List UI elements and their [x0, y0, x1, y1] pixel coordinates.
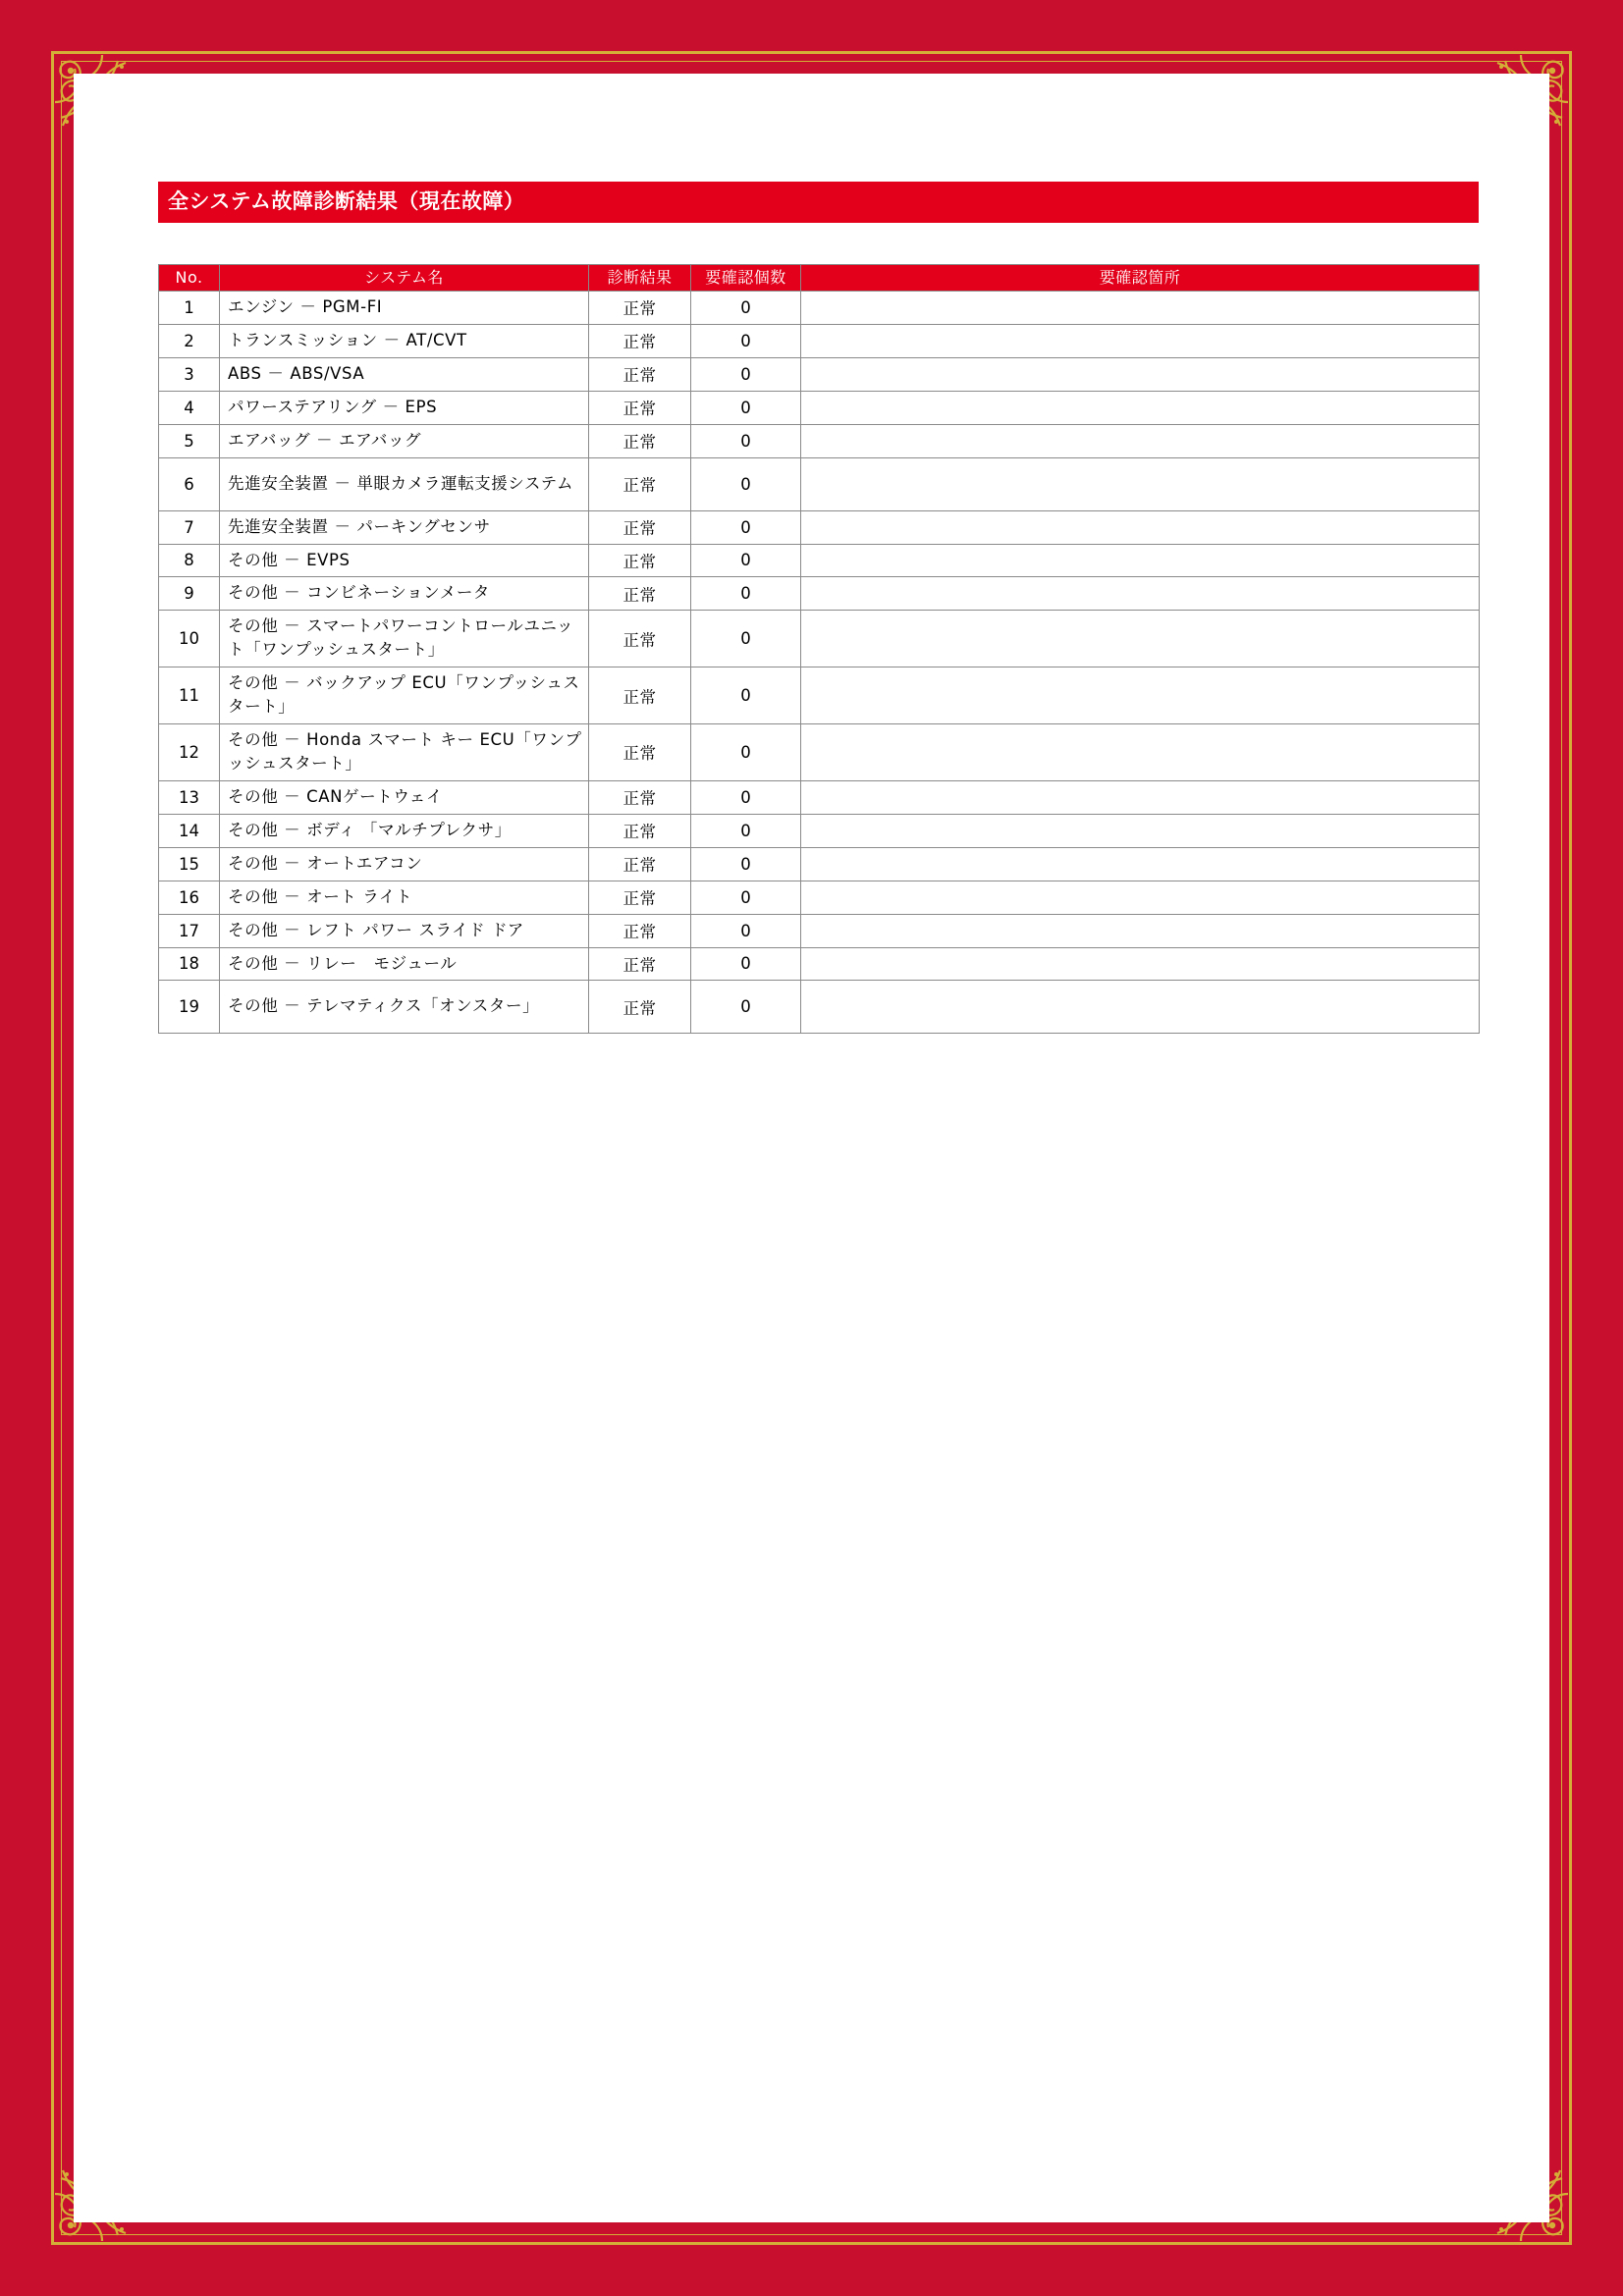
table-row	[159, 724, 1480, 781]
cell-result: 正常	[589, 391, 691, 424]
cell-result: 正常	[589, 981, 691, 1034]
cell-place	[801, 611, 1480, 667]
table-row	[159, 357, 1480, 391]
cell-place	[801, 424, 1480, 457]
cell-no: 2	[159, 324, 220, 357]
cell-result: 正常	[589, 457, 691, 510]
cell-system: その他 － オート ライト	[220, 881, 589, 914]
cell-no: 14	[159, 814, 220, 847]
cell-no: 1	[159, 292, 220, 325]
cell-result: 正常	[589, 611, 691, 667]
cell-count: 0	[691, 424, 801, 457]
table-row	[159, 611, 1480, 667]
cell-system: その他 － Honda スマート キー ECU「ワンプッシュスタート」	[220, 724, 589, 781]
cell-place	[801, 324, 1480, 357]
column-header-result: 診断結果	[589, 265, 691, 292]
cell-place	[801, 881, 1480, 914]
cell-no: 4	[159, 391, 220, 424]
cell-no: 10	[159, 611, 220, 667]
cell-place	[801, 847, 1480, 881]
cell-system: 先進安全装置 － パーキングセンサ	[220, 510, 589, 544]
cell-no: 16	[159, 881, 220, 914]
table-row	[159, 814, 1480, 847]
cell-no: 3	[159, 357, 220, 391]
cell-count: 0	[691, 914, 801, 947]
cell-count: 0	[691, 391, 801, 424]
cell-no: 17	[159, 914, 220, 947]
column-header-system: システム名	[220, 265, 589, 292]
cell-result: 正常	[589, 914, 691, 947]
table-header-row	[159, 265, 1480, 292]
document-content	[158, 182, 1479, 1034]
cell-count: 0	[691, 611, 801, 667]
cell-place	[801, 780, 1480, 814]
cell-system: その他 － EVPS	[220, 544, 589, 577]
table-row	[159, 881, 1480, 914]
table-row	[159, 324, 1480, 357]
cell-place	[801, 981, 1480, 1034]
table-row	[159, 981, 1480, 1034]
cell-system: パワーステアリング － EPS	[220, 391, 589, 424]
cell-result: 正常	[589, 510, 691, 544]
cell-result: 正常	[589, 292, 691, 325]
cell-result: 正常	[589, 324, 691, 357]
table-row	[159, 424, 1480, 457]
cell-no: 6	[159, 457, 220, 510]
cell-no: 8	[159, 544, 220, 577]
table-body	[159, 292, 1480, 1034]
cell-result: 正常	[589, 577, 691, 611]
diagnostic-result-table	[158, 264, 1480, 1034]
cell-result: 正常	[589, 881, 691, 914]
cell-result: 正常	[589, 780, 691, 814]
cell-place	[801, 391, 1480, 424]
cell-no: 19	[159, 981, 220, 1034]
cell-result: 正常	[589, 544, 691, 577]
cell-count: 0	[691, 457, 801, 510]
cell-place	[801, 357, 1480, 391]
cell-system: その他 － コンビネーションメータ	[220, 577, 589, 611]
table-row	[159, 577, 1480, 611]
cell-system: その他 － オートエアコン	[220, 847, 589, 881]
cell-count: 0	[691, 357, 801, 391]
cell-result: 正常	[589, 724, 691, 781]
cell-place	[801, 814, 1480, 847]
column-header-no: No.	[159, 265, 220, 292]
cell-count: 0	[691, 847, 801, 881]
table-row	[159, 847, 1480, 881]
cell-place	[801, 292, 1480, 325]
cell-count: 0	[691, 577, 801, 611]
table-row	[159, 457, 1480, 510]
cell-result: 正常	[589, 847, 691, 881]
cell-result: 正常	[589, 424, 691, 457]
cell-count: 0	[691, 881, 801, 914]
table-row	[159, 667, 1480, 724]
cell-place	[801, 667, 1480, 724]
cell-system: エアバッグ － エアバッグ	[220, 424, 589, 457]
cell-system: 先進安全装置 － 単眼カメラ運転支援システム	[220, 457, 589, 510]
table-row	[159, 780, 1480, 814]
cell-system: その他 － CANゲートウェイ	[220, 780, 589, 814]
cell-count: 0	[691, 544, 801, 577]
cell-no: 15	[159, 847, 220, 881]
cell-no: 18	[159, 947, 220, 981]
cell-place	[801, 947, 1480, 981]
cell-no: 12	[159, 724, 220, 781]
cell-system: その他 － テレマティクス「オンスター」	[220, 981, 589, 1034]
cell-place	[801, 510, 1480, 544]
table-row	[159, 947, 1480, 981]
cell-system: その他 － スマートパワーコントロールユニット「ワンプッシュスタート」	[220, 611, 589, 667]
cell-no: 7	[159, 510, 220, 544]
cell-no: 5	[159, 424, 220, 457]
cell-system: その他 － リレー モジュール	[220, 947, 589, 981]
table-row	[159, 544, 1480, 577]
cell-system: トランスミッション － AT/CVT	[220, 324, 589, 357]
cell-count: 0	[691, 814, 801, 847]
cell-result: 正常	[589, 357, 691, 391]
cell-result: 正常	[589, 814, 691, 847]
cell-place	[801, 544, 1480, 577]
cell-system: エンジン － PGM-FI	[220, 292, 589, 325]
cell-place	[801, 457, 1480, 510]
table-row	[159, 391, 1480, 424]
cell-system: その他 － バックアップ ECU「ワンプッシュスタート」	[220, 667, 589, 724]
cell-system: ABS － ABS/VSA	[220, 357, 589, 391]
table-row	[159, 914, 1480, 947]
cell-count: 0	[691, 947, 801, 981]
cell-count: 0	[691, 292, 801, 325]
cell-result: 正常	[589, 947, 691, 981]
column-header-place: 要確認箇所	[801, 265, 1480, 292]
cell-system: その他 － レフト パワー スライド ドア	[220, 914, 589, 947]
cell-place	[801, 577, 1480, 611]
cell-no: 13	[159, 780, 220, 814]
cell-count: 0	[691, 667, 801, 724]
cell-no: 9	[159, 577, 220, 611]
cell-no: 11	[159, 667, 220, 724]
table-row	[159, 510, 1480, 544]
cell-count: 0	[691, 510, 801, 544]
table-row	[159, 292, 1480, 325]
cell-count: 0	[691, 724, 801, 781]
cell-count: 0	[691, 324, 801, 357]
cell-place	[801, 914, 1480, 947]
page-title: 全システム故障診断結果（現在故障）	[158, 182, 1479, 223]
cell-count: 0	[691, 981, 801, 1034]
column-header-count: 要確認個数	[691, 265, 801, 292]
cell-system: その他 － ボディ 「マルチプレクサ」	[220, 814, 589, 847]
cell-result: 正常	[589, 667, 691, 724]
cell-count: 0	[691, 780, 801, 814]
cell-place	[801, 724, 1480, 781]
document-sheet	[74, 74, 1549, 2222]
